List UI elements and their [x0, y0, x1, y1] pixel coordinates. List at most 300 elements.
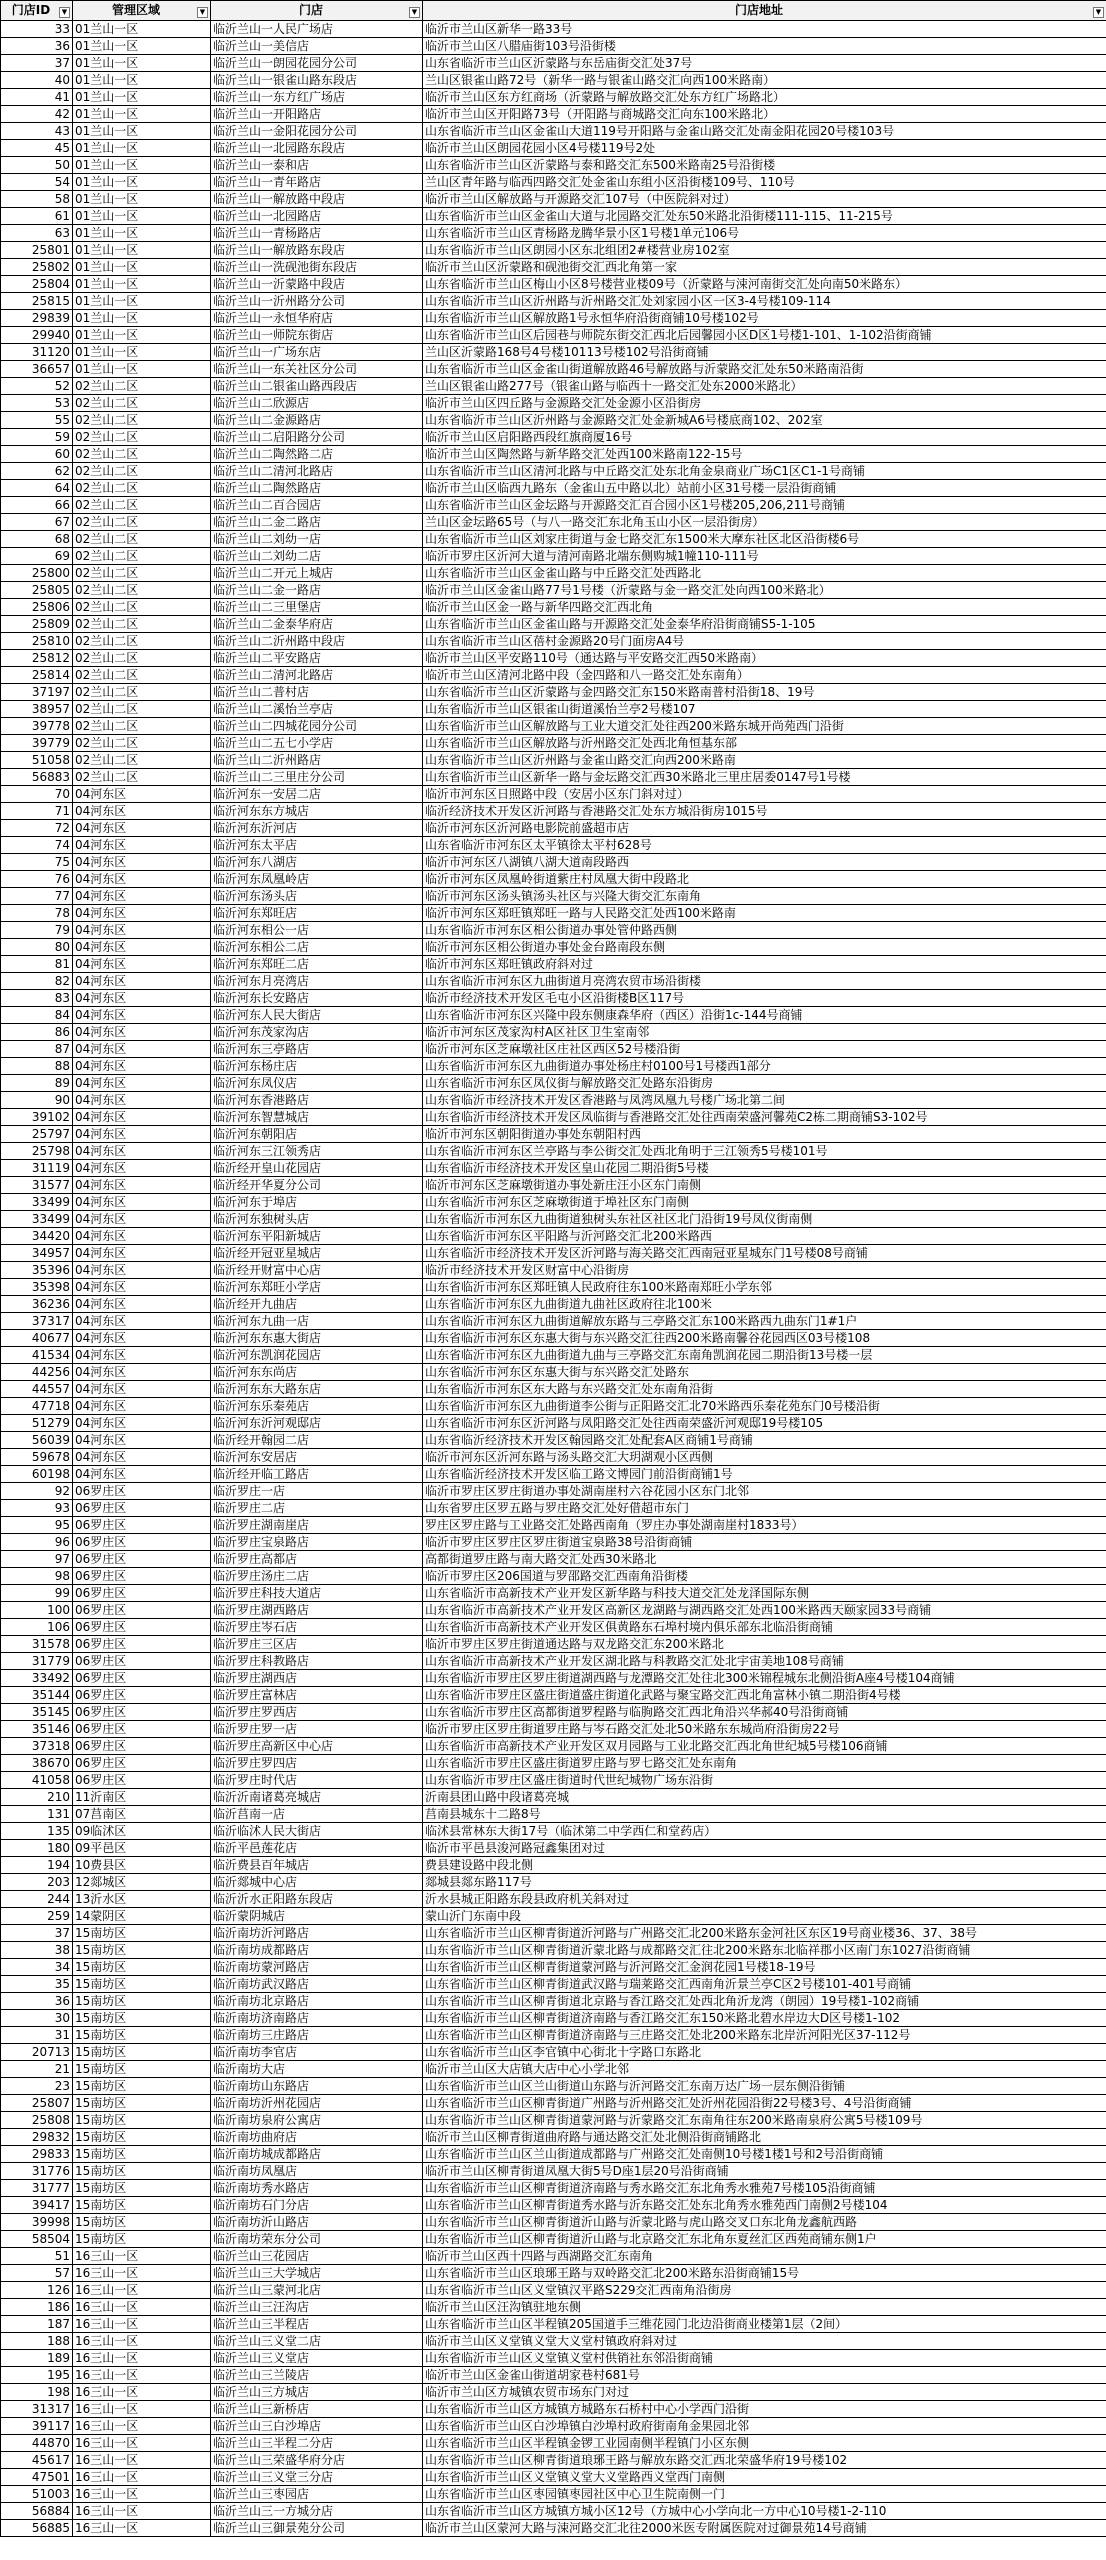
cell-area[interactable]: 02兰山二区	[73, 769, 211, 786]
cell-store-id[interactable]: 33492	[1, 1670, 73, 1687]
cell-store-name[interactable]: 临沂罗庄宝泉路店	[211, 1534, 423, 1551]
cell-area[interactable]: 04河东区	[73, 1211, 211, 1228]
cell-store-name[interactable]: 临沂河东东尚店	[211, 1364, 423, 1381]
cell-address[interactable]: 山东省临沂市兰山区后园巷与师院东街交汇西北后园馨园小区D区1号楼1-101、1-102沿街商铺	[423, 327, 1106, 344]
cell-area[interactable]: 06罗庄区	[73, 1534, 211, 1551]
cell-store-name[interactable]: 临沂兰山二三里庄分公司	[211, 769, 423, 786]
cell-address[interactable]: 临沂市兰山区陶然路与新华路交汇处西100米路南122-15号	[423, 446, 1106, 463]
cell-address[interactable]: 临沂市兰山区解放路与开源路交汇107号（中医院斜对过）	[423, 191, 1106, 208]
cell-store-id[interactable]: 194	[1, 1857, 73, 1874]
cell-store-id[interactable]: 39778	[1, 718, 73, 735]
cell-area[interactable]: 04河东区	[73, 820, 211, 837]
cell-store-id[interactable]: 66	[1, 497, 73, 514]
cell-area[interactable]: 04河东区	[73, 1109, 211, 1126]
cell-store-name[interactable]: 临沂南坊大店	[211, 2061, 423, 2078]
cell-area[interactable]: 01兰山一区	[73, 191, 211, 208]
cell-address[interactable]: 山东省临沂市河东区平阳路与沂河路交汇北200米路西	[423, 1228, 1106, 1245]
cell-store-id[interactable]: 54	[1, 174, 73, 191]
cell-area[interactable]: 06罗庄区	[73, 1755, 211, 1772]
cell-store-name[interactable]: 临沂河东朝阳店	[211, 1126, 423, 1143]
cell-store-id[interactable]: 98	[1, 1568, 73, 1585]
cell-area[interactable]: 15南坊区	[73, 2197, 211, 2214]
cell-store-id[interactable]: 35398	[1, 1279, 73, 1296]
cell-area[interactable]: 02兰山二区	[73, 650, 211, 667]
cell-store-name[interactable]: 临沂兰山三蒙河北店	[211, 2282, 423, 2299]
cell-store-id[interactable]: 63	[1, 225, 73, 242]
cell-area[interactable]: 16三山一区	[73, 2435, 211, 2452]
cell-address[interactable]: 山东省临沂市高新技术产业开发区俱黄路东石埠村境内俱乐部东北临沿街商铺	[423, 1619, 1106, 1636]
cell-store-name[interactable]: 临沂经开财富中心店	[211, 1262, 423, 1279]
cell-store-id[interactable]: 33499	[1, 1194, 73, 1211]
cell-store-id[interactable]: 56039	[1, 1432, 73, 1449]
cell-store-id[interactable]: 59	[1, 429, 73, 446]
cell-store-name[interactable]: 临沂兰山一广场东店	[211, 344, 423, 361]
cell-store-name[interactable]: 临沂河东茂家沟店	[211, 1024, 423, 1041]
cell-store-id[interactable]: 34957	[1, 1245, 73, 1262]
cell-address[interactable]: 山东省临沂市高新技术产业开发区双月园路与工业北路交汇西北角世纪城5号楼106商铺	[423, 1738, 1106, 1755]
cell-store-id[interactable]: 25807	[1, 2095, 73, 2112]
cell-store-id[interactable]: 33499	[1, 1211, 73, 1228]
cell-address[interactable]: 山东省临沂市兰山区义堂镇义堂大义堂路西义堂西门南侧	[423, 2469, 1106, 2486]
cell-store-name[interactable]: 临沂河东三江领秀店	[211, 1143, 423, 1160]
cell-store-name[interactable]: 临沂河东月亮湾店	[211, 973, 423, 990]
cell-store-name[interactable]: 临沂南坊成都路店	[211, 1942, 423, 1959]
cell-address[interactable]: 山东省临沂市兰山区刘家庄街道与金七路交汇东1500米大摩东社区北区沿街楼6号	[423, 531, 1106, 548]
cell-store-name[interactable]: 临沂河东沂河店	[211, 820, 423, 837]
cell-address[interactable]: 山东省临沂市兰山区银雀山街道溪怡兰亭2号楼107	[423, 701, 1106, 718]
cell-area[interactable]: 13沂水区	[73, 1891, 211, 1908]
cell-store-name[interactable]: 临沂兰山三义堂店	[211, 2350, 423, 2367]
cell-store-id[interactable]: 31120	[1, 344, 73, 361]
cell-store-name[interactable]: 临沂兰山二金二路店	[211, 514, 423, 531]
cell-address[interactable]: 山东省临沂市罗庄区盛庄街道时代世纪城物广场东沿街	[423, 1772, 1106, 1789]
cell-store-id[interactable]: 131	[1, 1806, 73, 1823]
cell-store-id[interactable]: 180	[1, 1840, 73, 1857]
cell-area[interactable]: 01兰山一区	[73, 208, 211, 225]
cell-store-id[interactable]: 35396	[1, 1262, 73, 1279]
cell-area[interactable]: 04河东区	[73, 1381, 211, 1398]
cell-area[interactable]: 04河东区	[73, 854, 211, 871]
cell-address[interactable]: 临沂经济技术开发区沂河路与香港路交汇处东方城沿街房1015号	[423, 803, 1106, 820]
cell-address[interactable]: 山东省临沂市兰山区柳青街道沂山路与沂蒙北路与虎山路交叉口东北角龙鑫航西路	[423, 2214, 1106, 2231]
cell-address[interactable]: 山东省临沂市兰山区金雀山大道119号开阳路与金雀山路交汇处南金阳花园20号楼103号	[423, 123, 1106, 140]
cell-store-name[interactable]: 临沂罗庄罗一店	[211, 1721, 423, 1738]
cell-address[interactable]: 山东省临沂市经济技术开发区凤临街与香港路交汇处往西南荣盛河馨苑C2栋二期商铺S3-102号	[423, 1109, 1106, 1126]
cell-store-id[interactable]: 25806	[1, 599, 73, 616]
cell-area[interactable]: 02兰山二区	[73, 718, 211, 735]
cell-address[interactable]: 临沂市兰山区金雀山街道胡家巷村681号	[423, 2367, 1106, 2384]
cell-address[interactable]: 郯城县郯东路117号	[423, 1874, 1106, 1891]
cell-area[interactable]: 15南坊区	[73, 2061, 211, 2078]
cell-address[interactable]: 莒南县城东十二路8号	[423, 1806, 1106, 1823]
cell-store-name[interactable]: 临沂河东东惠大街店	[211, 1330, 423, 1347]
cell-address[interactable]: 山东省临沂市高新技术产业开发区高新区龙湖路与湖西路交汇处西100米路西天颐家园33号商铺	[423, 1602, 1106, 1619]
cell-store-name[interactable]: 临沂罗庄湖西店	[211, 1670, 423, 1687]
cell-area[interactable]: 16三山一区	[73, 2520, 211, 2537]
cell-store-name[interactable]: 临沂兰山二刘幼二店	[211, 548, 423, 565]
cell-store-id[interactable]: 60	[1, 446, 73, 463]
cell-address[interactable]: 临沂市河东区凤凰岭街道紫庄村凤凰大街中段路北	[423, 871, 1106, 888]
cell-address[interactable]: 山东省临沂市兰山区半程镇205国道手三维花园门北边沿街商业楼第1层（2间）	[423, 2316, 1106, 2333]
cell-store-name[interactable]: 临沂罗庄三区店	[211, 1636, 423, 1653]
cell-area[interactable]: 16三山一区	[73, 2469, 211, 2486]
cell-address[interactable]: 山东省临沂市河东区郑旺镇人民政府往东100米路南郑旺小学东邻	[423, 1279, 1106, 1296]
cell-address[interactable]: 临沭县常林东大街17号（临沭第二中学西仁和堂药店）	[423, 1823, 1106, 1840]
cell-store-id[interactable]: 62	[1, 463, 73, 480]
cell-store-id[interactable]: 31776	[1, 2163, 73, 2180]
cell-area[interactable]: 02兰山二区	[73, 531, 211, 548]
cell-store-id[interactable]: 37317	[1, 1313, 73, 1330]
cell-area[interactable]: 15南坊区	[73, 2180, 211, 2197]
cell-store-name[interactable]: 临沂罗庄岑石店	[211, 1619, 423, 1636]
cell-area[interactable]: 04河东区	[73, 1228, 211, 1245]
cell-address[interactable]: 临沂市河东区朝阳街道办事处东朝阳村西	[423, 1126, 1106, 1143]
cell-area[interactable]: 02兰山二区	[73, 446, 211, 463]
cell-address[interactable]: 临沂市兰山区方城镇农贸市场东门对过	[423, 2384, 1106, 2401]
cell-area[interactable]: 04河东区	[73, 1364, 211, 1381]
cell-address[interactable]: 山东省临沂市兰山区柳青街道秀水路与沂东路交汇处东北角秀水雅苑西门南侧2号楼104	[423, 2197, 1106, 2214]
cell-store-id[interactable]: 36	[1, 1993, 73, 2010]
cell-area[interactable]: 04河东区	[73, 1398, 211, 1415]
cell-store-name[interactable]: 临沂经开九曲店	[211, 1296, 423, 1313]
cell-address[interactable]: 山东省临沂市河东区太平镇徐太平村628号	[423, 837, 1106, 854]
cell-address[interactable]: 山东省临沂市河东区东大路与东兴路交汇处东南角沿街	[423, 1381, 1106, 1398]
cell-store-id[interactable]: 25810	[1, 633, 73, 650]
cell-address[interactable]: 山东省临沂市兰山区柳青街道济南路与秀水路交汇东北角秀水雅苑7号楼105沿街商铺	[423, 2180, 1106, 2197]
cell-address[interactable]: 临沂市河东区郑旺镇政府斜对过	[423, 956, 1106, 973]
cell-store-name[interactable]: 临沂南坊凤凰店	[211, 2163, 423, 2180]
cell-area[interactable]: 04河东区	[73, 1415, 211, 1432]
cell-area[interactable]: 01兰山一区	[73, 55, 211, 72]
cell-area[interactable]: 09临沭区	[73, 1823, 211, 1840]
cell-address[interactable]: 临沂市经济技术开发区财富中心沿街房	[423, 1262, 1106, 1279]
cell-area[interactable]: 06罗庄区	[73, 1602, 211, 1619]
cell-address[interactable]: 临沂市罗庄区罗庄街道通达路与双龙路交汇东200米路北	[423, 1636, 1106, 1653]
cell-store-name[interactable]: 临沂河东人民大街店	[211, 1007, 423, 1024]
cell-address[interactable]: 临沂市兰山区蒙河大路与涑河路交汇北往2000米医专附属医院对过御景苑14号商铺	[423, 2520, 1106, 2537]
cell-address[interactable]: 山东省临沂市兰山区沂州路与沂州路交汇处刘家园小区一区3-4号楼109-114	[423, 293, 1106, 310]
cell-address[interactable]: 山东省临沂市罗庄区高都街道罗程路与临朐路交汇西北角沿兴华郝40号沿街商铺	[423, 1704, 1106, 1721]
cell-store-name[interactable]: 临沂兰山二溪怡兰亭店	[211, 701, 423, 718]
cell-address[interactable]: 临沂市河东区芝麻墩社区庄社区西区52号楼沿街	[423, 1041, 1106, 1058]
cell-area[interactable]: 04河东区	[73, 1041, 211, 1058]
cell-store-id[interactable]: 68	[1, 531, 73, 548]
cell-area[interactable]: 02兰山二区	[73, 412, 211, 429]
cell-store-id[interactable]: 88	[1, 1058, 73, 1075]
cell-store-id[interactable]: 31577	[1, 1177, 73, 1194]
cell-store-name[interactable]: 临沂罗庄时代店	[211, 1772, 423, 1789]
cell-store-id[interactable]: 25809	[1, 616, 73, 633]
cell-area[interactable]: 04河东区	[73, 837, 211, 854]
cell-store-name[interactable]: 临沂河东东大路东店	[211, 1381, 423, 1398]
cell-area[interactable]: 04河东区	[73, 1126, 211, 1143]
cell-area[interactable]: 02兰山二区	[73, 429, 211, 446]
cell-area[interactable]: 02兰山二区	[73, 667, 211, 684]
cell-store-name[interactable]: 临沂兰山二陶然路二店	[211, 446, 423, 463]
cell-address[interactable]: 沂水县城正阳路东段县政府机关斜对过	[423, 1891, 1106, 1908]
cell-area[interactable]: 06罗庄区	[73, 1670, 211, 1687]
cell-address[interactable]: 山东省临沂市河东区九曲街道九曲社区政府往北100米	[423, 1296, 1106, 1313]
cell-store-name[interactable]: 临沂河东九曲一店	[211, 1313, 423, 1330]
cell-store-name[interactable]: 临沂经开冠亚星城店	[211, 1245, 423, 1262]
cell-address[interactable]: 临沂市兰山区平安路110号（通达路与平安路交汇西50米路南）	[423, 650, 1106, 667]
cell-area[interactable]: 01兰山一区	[73, 276, 211, 293]
cell-store-name[interactable]: 临沂南坊沂州花园店	[211, 2095, 423, 2112]
cell-area[interactable]: 04河东区	[73, 1075, 211, 1092]
cell-store-name[interactable]: 临沂罗庄科技大道店	[211, 1585, 423, 1602]
cell-area[interactable]: 01兰山一区	[73, 123, 211, 140]
cell-store-id[interactable]: 38670	[1, 1755, 73, 1772]
cell-area[interactable]: 04河东区	[73, 1007, 211, 1024]
cell-address[interactable]: 山东省临沂市兰山区柳青街道沂蒙北路与成都路交汇往北200米路东北临祥郡小区南门东1027沿街商铺	[423, 1942, 1106, 1959]
cell-area[interactable]: 11沂南区	[73, 1789, 211, 1806]
cell-area[interactable]: 04河东区	[73, 1330, 211, 1347]
cell-store-id[interactable]: 34420	[1, 1228, 73, 1245]
cell-store-id[interactable]: 53	[1, 395, 73, 412]
cell-store-name[interactable]: 临沂兰山一青年路店	[211, 174, 423, 191]
cell-address[interactable]: 临沂市罗庄区沂河大道与清河南路北端东侧购城1幢110-111号	[423, 548, 1106, 565]
cell-store-id[interactable]: 92	[1, 1483, 73, 1500]
cell-store-name[interactable]: 临沂兰山二刘幼一店	[211, 531, 423, 548]
cell-store-name[interactable]: 临沂兰山三新桥店	[211, 2401, 423, 2418]
cell-address[interactable]: 临沂市河东区沂河东路与汤头路交汇大玥湖观小区西侧	[423, 1449, 1106, 1466]
cell-store-name[interactable]: 临沂兰山一永恒华府店	[211, 310, 423, 327]
cell-address[interactable]: 山东省临沂市兰山区李官镇中心街北十字路口东路北	[423, 2044, 1106, 2061]
header-id[interactable]	[1, 1, 73, 21]
cell-area[interactable]: 16三山一区	[73, 2248, 211, 2265]
cell-store-name[interactable]: 临沂河东八湖店	[211, 854, 423, 871]
cell-store-id[interactable]: 135	[1, 1823, 73, 1840]
cell-store-id[interactable]: 55	[1, 412, 73, 429]
cell-address[interactable]: 临沂市兰山区八腊庙街103号沿街楼	[423, 38, 1106, 55]
cell-store-id[interactable]: 58	[1, 191, 73, 208]
cell-address[interactable]: 临沂市河东区日照路中段（安居小区东门斜对过）	[423, 786, 1106, 803]
cell-address[interactable]: 山东省临沂市罗庄区罗庄街道湖西路与龙潭路交汇处往北300米锦程城东北侧沿街A座4号楼104商铺	[423, 1670, 1106, 1687]
cell-address[interactable]: 临沂市河东区相公街道办事处金台路南段东侧	[423, 939, 1106, 956]
cell-store-name[interactable]: 临沂河东乐秦苑店	[211, 1398, 423, 1415]
cell-address[interactable]: 山东省临沂市河东区九曲街道独树头东社区社区北门沿街19号凤仪街南侧	[423, 1211, 1106, 1228]
cell-store-id[interactable]: 43	[1, 123, 73, 140]
cell-area[interactable]: 01兰山一区	[73, 361, 211, 378]
cell-store-name[interactable]: 临沂兰山一东关社区分公司	[211, 361, 423, 378]
cell-store-name[interactable]: 临沂南坊武汉路店	[211, 1976, 423, 1993]
cell-address[interactable]: 山东省临沂市兰山区柳青街道武汉路与瑞莱路交汇西南角沂景兰亭C区2号楼101-401号商铺	[423, 1976, 1106, 1993]
cell-address[interactable]: 山东省临沂市兰山区解放路与工业大道交汇处往西200米路东城开尚苑西门沿街	[423, 718, 1106, 735]
cell-store-id[interactable]: 39998	[1, 2214, 73, 2231]
cell-address[interactable]: 山东省临沂市兰山区蓓村金源路20号门面房A4号	[423, 633, 1106, 650]
cell-store-name[interactable]: 临沂兰山一解放路中段店	[211, 191, 423, 208]
cell-store-name[interactable]: 临沂南坊曲府店	[211, 2129, 423, 2146]
cell-area[interactable]: 15南坊区	[73, 2214, 211, 2231]
cell-address[interactable]: 山东省临沂市兰山区朗园小区东北组团2#楼营业房102室	[423, 242, 1106, 259]
cell-area[interactable]: 04河东区	[73, 1262, 211, 1279]
filter-dropdown-icon[interactable]: ▼	[409, 7, 420, 18]
filter-dropdown-icon[interactable]: ▼	[197, 7, 208, 18]
cell-address[interactable]: 山东省临沂市经济技术开发区香港路与凤湾凤凰九号楼广场北第二间	[423, 1092, 1106, 1109]
cell-store-id[interactable]: 75	[1, 854, 73, 871]
cell-address[interactable]: 临沂市罗庄区罗庄街道办事处湖南崖村六谷花园小区东门北邻	[423, 1483, 1106, 1500]
cell-area[interactable]: 01兰山一区	[73, 327, 211, 344]
cell-area[interactable]: 02兰山二区	[73, 633, 211, 650]
cell-area[interactable]: 04河东区	[73, 1177, 211, 1194]
cell-store-name[interactable]: 临沂费县百年城店	[211, 1857, 423, 1874]
cell-address[interactable]: 临沂市兰山区启阳路西段红旗商厦16号	[423, 429, 1106, 446]
cell-store-id[interactable]: 70	[1, 786, 73, 803]
cell-store-id[interactable]: 25797	[1, 1126, 73, 1143]
cell-store-name[interactable]: 临沂兰山二沂州路店	[211, 752, 423, 769]
cell-address[interactable]: 山东省临沂市经济技术开发区沂河路与海关路交汇西南冠亚星城东门1号楼08号商铺	[423, 1245, 1106, 1262]
cell-area[interactable]: 16三山一区	[73, 2282, 211, 2299]
cell-store-name[interactable]: 临沂兰山二普村店	[211, 684, 423, 701]
cell-store-id[interactable]: 21	[1, 2061, 73, 2078]
cell-address[interactable]: 临沂市兰山区清河北路中段（金四路和八一路交汇处东南角）	[423, 667, 1106, 684]
cell-area[interactable]: 01兰山一区	[73, 157, 211, 174]
cell-address[interactable]: 山东省临沂市兰山区沂蒙路与泰和路交汇东500米路南25号沿街楼	[423, 157, 1106, 174]
cell-address[interactable]: 山东省临沂市河东区芝麻墩街道于埠社区东门南侧	[423, 1194, 1106, 1211]
cell-store-id[interactable]: 93	[1, 1500, 73, 1517]
cell-store-id[interactable]: 83	[1, 990, 73, 1007]
cell-area[interactable]: 02兰山二区	[73, 514, 211, 531]
cell-address[interactable]: 山东省临沂市兰山区琅琊王路与双岭路交汇北200米路东沿街商铺15号	[423, 2265, 1106, 2282]
cell-store-id[interactable]: 25798	[1, 1143, 73, 1160]
cell-area[interactable]: 15南坊区	[73, 2146, 211, 2163]
header-area[interactable]	[73, 1, 211, 21]
cell-store-id[interactable]: 64	[1, 480, 73, 497]
cell-area[interactable]: 15南坊区	[73, 2010, 211, 2027]
cell-address[interactable]: 山东省临沂市河东区东惠大街与东兴路交汇处路东	[423, 1364, 1106, 1381]
cell-store-name[interactable]: 临沂兰山一沂州路分公司	[211, 293, 423, 310]
cell-area[interactable]: 01兰山一区	[73, 21, 211, 38]
cell-store-id[interactable]: 25804	[1, 276, 73, 293]
cell-area[interactable]: 06罗庄区	[73, 1704, 211, 1721]
cell-store-id[interactable]: 44870	[1, 2435, 73, 2452]
cell-area[interactable]: 02兰山二区	[73, 565, 211, 582]
cell-address[interactable]: 山东省临沂市河东区东惠大街与东兴路交汇往西200米路南馨谷花园西区03号楼108	[423, 1330, 1106, 1347]
cell-address[interactable]: 费县建设路中段北侧	[423, 1857, 1106, 1874]
cell-store-name[interactable]: 临沂南坊济南路店	[211, 2010, 423, 2027]
cell-area[interactable]: 04河东区	[73, 922, 211, 939]
cell-address[interactable]: 山东省临沂市兰山区沂州路与金源路交汇处金新城A6号楼底商102、202室	[423, 412, 1106, 429]
cell-store-name[interactable]: 临沂兰山二银雀山路西段店	[211, 378, 423, 395]
cell-store-id[interactable]: 25812	[1, 650, 73, 667]
cell-store-id[interactable]: 244	[1, 1891, 73, 1908]
cell-store-name[interactable]: 临沂南坊石门分店	[211, 2197, 423, 2214]
cell-area[interactable]: 04河东区	[73, 905, 211, 922]
cell-store-name[interactable]: 临沂兰山三荣盛华府分店	[211, 2452, 423, 2469]
cell-store-name[interactable]: 临沂南坊蒙河路店	[211, 1959, 423, 1976]
cell-store-id[interactable]: 41	[1, 89, 73, 106]
cell-store-id[interactable]: 57	[1, 2265, 73, 2282]
cell-area[interactable]: 02兰山二区	[73, 548, 211, 565]
cell-store-name[interactable]: 临沂罗庄湖西路店	[211, 1602, 423, 1619]
cell-store-id[interactable]: 78	[1, 905, 73, 922]
cell-store-id[interactable]: 25802	[1, 259, 73, 276]
cell-address[interactable]: 兰山区青年路与临西四路交汇处金雀山东组小区沿街楼109号、110号	[423, 174, 1106, 191]
cell-area[interactable]: 02兰山二区	[73, 378, 211, 395]
cell-store-name[interactable]: 临沂河东独树头店	[211, 1211, 423, 1228]
cell-area[interactable]: 01兰山一区	[73, 259, 211, 276]
cell-area[interactable]: 06罗庄区	[73, 1517, 211, 1534]
cell-area[interactable]: 04河东区	[73, 803, 211, 820]
cell-store-id[interactable]: 195	[1, 2367, 73, 2384]
cell-store-name[interactable]: 临沂河东郑旺小学店	[211, 1279, 423, 1296]
cell-store-id[interactable]: 87	[1, 1041, 73, 1058]
cell-store-id[interactable]: 29833	[1, 2146, 73, 2163]
cell-store-name[interactable]: 临沂罗庄富林店	[211, 1687, 423, 1704]
cell-area[interactable]: 02兰山二区	[73, 395, 211, 412]
cell-store-id[interactable]: 31	[1, 2027, 73, 2044]
cell-address[interactable]: 临沂市兰山区新华一路33号	[423, 21, 1106, 38]
cell-area[interactable]: 04河东区	[73, 1432, 211, 1449]
cell-area[interactable]: 14蒙阴区	[73, 1908, 211, 1925]
cell-store-name[interactable]: 临沂河东智慧城店	[211, 1109, 423, 1126]
cell-store-name[interactable]: 临沂兰山一解放路东段店	[211, 242, 423, 259]
cell-store-name[interactable]: 临沂兰山二欣源店	[211, 395, 423, 412]
cell-area[interactable]: 01兰山一区	[73, 344, 211, 361]
cell-store-name[interactable]: 临沂兰山三花园店	[211, 2248, 423, 2265]
cell-store-id[interactable]: 51	[1, 2248, 73, 2265]
cell-address[interactable]: 山东省临沂市兰山区金雀山街道解放路46号解放路与沂蒙路交汇处东50米路南沿街	[423, 361, 1106, 378]
cell-address[interactable]: 山东省临沂市高新技术产业开发区新华路与科技大道交汇处龙泽国际东侧	[423, 1585, 1106, 1602]
cell-address[interactable]: 山东省临沂市兰山区柳青街道济南路与三庄路交汇处北200米路东北岸沂河阳光区37-112号	[423, 2027, 1106, 2044]
cell-address[interactable]: 山东省临沂市兰山区解放路与沂州路交汇处西北角恒基东部	[423, 735, 1106, 752]
cell-address[interactable]: 山东省临沂市兰山区金雀山路与开源路交汇处金泰华府沿街商铺S5-1-105	[423, 616, 1106, 633]
cell-area[interactable]: 16三山一区	[73, 2333, 211, 2350]
cell-store-name[interactable]: 临沂南坊三庄路店	[211, 2027, 423, 2044]
cell-area[interactable]: 15南坊区	[73, 1976, 211, 1993]
cell-address[interactable]: 山东省临沂市兰山区柳青街道沂山路与北京路交汇东北角东夏丝汇区西苑商铺东侧1户	[423, 2231, 1106, 2248]
cell-store-name[interactable]: 临沂兰山三义堂二店	[211, 2333, 423, 2350]
cell-store-name[interactable]: 临沂兰山一金阳花园分公司	[211, 123, 423, 140]
cell-store-name[interactable]: 临沂河东杨庄店	[211, 1058, 423, 1075]
cell-store-id[interactable]: 81	[1, 956, 73, 973]
cell-store-id[interactable]: 61	[1, 208, 73, 225]
cell-store-name[interactable]: 临沂兰山三大学城店	[211, 2265, 423, 2282]
cell-address[interactable]: 山东省临沂市兰山区柳青街道沂河路与广州路交汇北200米路东金河社区东区19号商业楼36、37、38号	[423, 1925, 1106, 1942]
cell-store-id[interactable]: 187	[1, 2316, 73, 2333]
cell-area[interactable]: 04河东区	[73, 1194, 211, 1211]
cell-area[interactable]: 06罗庄区	[73, 1585, 211, 1602]
cell-store-name[interactable]: 临沂兰山三半程二分店	[211, 2435, 423, 2452]
cell-store-id[interactable]: 31578	[1, 1636, 73, 1653]
cell-store-name[interactable]: 临沂兰山二四城花园分公司	[211, 718, 423, 735]
cell-address[interactable]: 山东省临沂市兰山区金坛路与开源路交汇百合园小区1号楼205,206,211号商铺	[423, 497, 1106, 514]
cell-address[interactable]: 临沂市兰山区开阳路73号（开阳路与商城路交汇向东100米路北）	[423, 106, 1106, 123]
cell-address[interactable]: 山东省临沂市河东区凤仪街与解放路交汇处路东沿街房	[423, 1075, 1106, 1092]
cell-store-name[interactable]: 临沂兰山三枣园店	[211, 2486, 423, 2503]
cell-address[interactable]: 山东省临沂市兰山区梅山小区8号楼营业楼09号（沂蒙路与涑河南街交汇处向南50米路东）	[423, 276, 1106, 293]
cell-address[interactable]: 山东省临沂市兰山区枣园镇枣园社区中心卫生院南侧一门	[423, 2486, 1106, 2503]
cell-area[interactable]: 04河东区	[73, 1092, 211, 1109]
cell-store-name[interactable]: 临沂罗庄高新区中心店	[211, 1738, 423, 1755]
cell-store-id[interactable]: 72	[1, 820, 73, 837]
cell-address[interactable]: 临沂市兰山区东方红商场（沂蒙路与解放路交汇处东方红广场路北）	[423, 89, 1106, 106]
cell-store-id[interactable]: 99	[1, 1585, 73, 1602]
cell-area[interactable]: 02兰山二区	[73, 480, 211, 497]
cell-address[interactable]: 临沂市河东区芝麻墩街道办事处新庄汪小区东门南侧	[423, 1177, 1106, 1194]
cell-address[interactable]: 临沂市兰山区大店镇大店中心小学北邻	[423, 2061, 1106, 2078]
cell-address[interactable]: 临沂市兰山区金雀山路77号1号楼（沂蒙路与金一路交汇处向西100米路北）	[423, 582, 1106, 599]
cell-store-name[interactable]: 临沂河东凯润花园店	[211, 1347, 423, 1364]
cell-area[interactable]: 16三山一区	[73, 2418, 211, 2435]
cell-store-id[interactable]: 34	[1, 1959, 73, 1976]
cell-address[interactable]: 山东省临沂市河东区兴隆中段东侧康森华府（西区）沿街1c-144号商铺	[423, 1007, 1106, 1024]
cell-store-name[interactable]: 临沂兰山三兰陵店	[211, 2367, 423, 2384]
cell-area[interactable]: 04河东区	[73, 1449, 211, 1466]
cell-store-name[interactable]: 临沂兰山二清河北路店	[211, 667, 423, 684]
cell-store-id[interactable]: 38	[1, 1942, 73, 1959]
cell-area[interactable]: 06罗庄区	[73, 1636, 211, 1653]
